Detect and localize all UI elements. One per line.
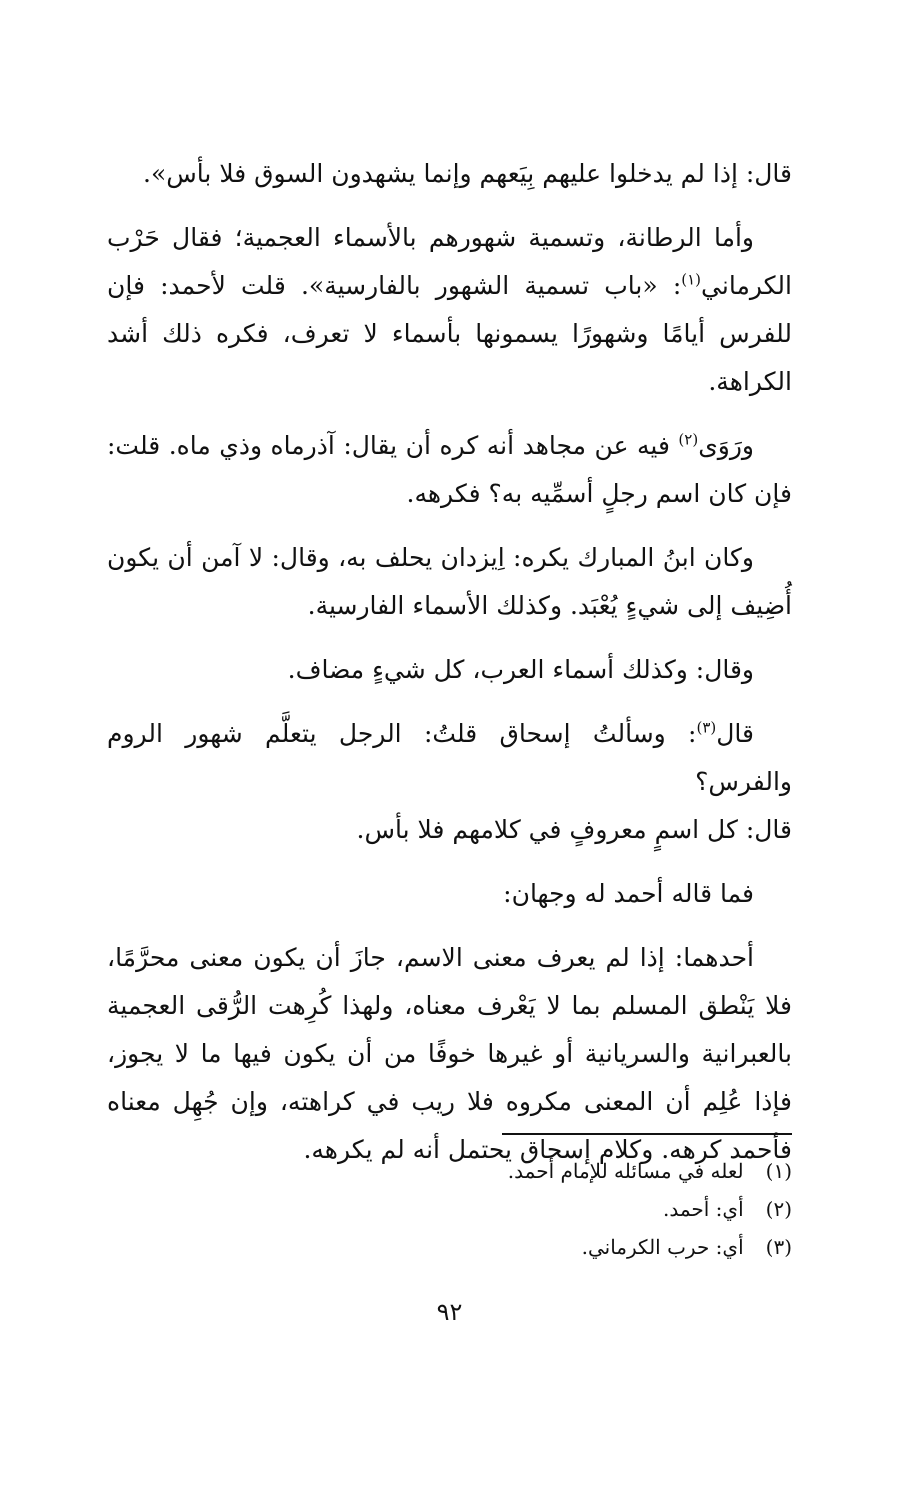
paragraph-8-text: فما قاله أحمد له وجهان: <box>503 879 754 908</box>
paragraph-7 <box>107 806 792 854</box>
paragraph-7-text: قال: كل اسمٍ معروفٍ في كلامهم فلا بأس. <box>356 815 792 844</box>
footnote-1-number: (١) <box>765 1159 792 1183</box>
footnote-1-text: لعله في مسائله للإمام أحمد. <box>507 1159 744 1183</box>
paragraph-4-text: وكان ابنُ المبارك يكره: اِيزدان يحلف به، وقال: لا آمن أن يكون أُضِيف إلى شيءٍ يُعْبَد. وكذلك الأسماء الفارسية. <box>107 543 792 620</box>
footnote-2 <box>107 1190 792 1228</box>
page-number: ٩٢ <box>436 1298 463 1326</box>
paragraph-6-text-b: : وسألتُ إسحاق قلتُ: الرجل يتعلَّم شهور الروم والفرس؟ <box>107 719 792 796</box>
paragraph-8 <box>107 870 792 918</box>
footnote-divider <box>502 1133 792 1135</box>
paragraph-6 <box>107 710 792 806</box>
paragraph-9-text: أحدهما: إذا لم يعرف معنى الاسم، جازَ أن يكون معنى محرَّمًا، فلا يَنْطق المسلم بما لا يَعْرف معناه، ولهذا كُرِهت الرُّقى العجمية بالعبرانية والسريانية أو غيرها خوفًا من أن يكون فيها ما لا يجوز، فإذا عُلِم أن المعنى مكروه فلا ريب في كراهته، وإن جُهِل معناه فأحمد كرهه. وكلام إسحاق يحتمل أنه لم يكرهه. <box>107 943 792 1164</box>
main-text <box>107 150 792 1190</box>
footnote-2-number: (٢) <box>765 1197 792 1221</box>
footnote-3-number: (٣) <box>765 1235 792 1259</box>
paragraph-5 <box>107 646 792 694</box>
footnote-3-text: أي: حرب الكرماني. <box>581 1235 744 1259</box>
footnote-2-text: أي: أحمد. <box>662 1197 744 1221</box>
paragraph-4 <box>107 534 792 630</box>
footnote-marker-2[interactable]: (٢) <box>678 430 699 449</box>
paragraph-9 <box>107 934 792 1174</box>
paragraph-5-text: وقال: وكذلك أسماء العرب، كل شيءٍ مضاف. <box>287 655 754 684</box>
paragraph-2-text-a: وأما الرطانة، وتسمية شهورهم بالأسماء العجمية؛ فقال حَرْب الكرماني <box>107 223 792 300</box>
paragraph-3-text-b: فيه عن مجاهد أنه كره أن يقال: آذرماه وذي ماه. قلت: فإن كان اسم رجلٍ أسمِّيه به؟ فكرهه. <box>107 431 792 508</box>
paragraph-1-text: قال: إذا لم يدخلوا عليهم بِيَعهم وإنما يشهدون السوق فلا بأس». <box>143 159 792 188</box>
paragraph-2 <box>107 214 792 406</box>
paragraph-3-text-a: ورَوَى <box>698 431 754 460</box>
footnotes <box>107 1152 792 1266</box>
footnote-1 <box>107 1152 792 1190</box>
footnote-3 <box>107 1228 792 1266</box>
paragraph-6-text-a: قال <box>716 719 754 748</box>
footnote-marker-3[interactable]: (٣) <box>696 718 717 737</box>
paragraph-2-colon: : <box>672 271 682 300</box>
footnote-marker-1[interactable]: (١) <box>681 270 702 289</box>
paragraph-3 <box>107 422 792 518</box>
paragraph-1 <box>107 150 792 198</box>
paragraph-2-text-b: «باب تسمية الشهور بالفارسية». قلت لأحمد: فإن للفرس أيامًا وشهورًا يسمونها بأسماء لا تعرف، فكره ذلك أشد الكراهة. <box>107 271 792 396</box>
